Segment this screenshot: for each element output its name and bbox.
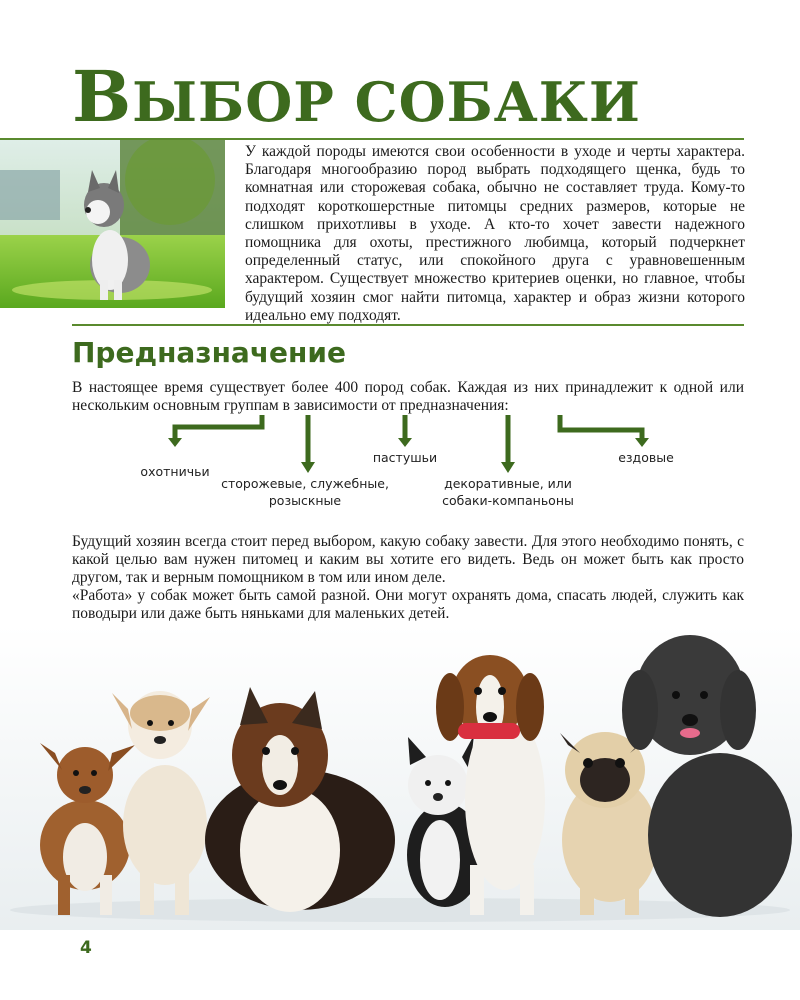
arrow-hunting	[175, 415, 262, 440]
dogs-group-photo	[0, 625, 800, 930]
title-initial: В	[72, 55, 133, 138]
section-lead-paragraph: В настоящее время существует более 400 пород собак. Каждая из них принадлежит к одной или нескольким основным группам в зависимости от предназначения:	[72, 379, 744, 415]
page-title	[72, 52, 641, 147]
group-sled: ездовые	[618, 450, 674, 465]
page-number: 4	[80, 938, 92, 958]
husky-puppy-photo	[0, 140, 225, 308]
arrow-sled	[560, 415, 642, 440]
intro-paragraph: У каждой породы имеются свои особенности в уходе и черты характера. Благодаря многообразию пород выбрать подходящего щенка, будь то комнатная или сторожевая собака, обычно не составляет труда. Кому-то подходят короткошерстные питомцы средних размеров, которые не слишком прихотливы в уходе. А кто-то хочет завести надежного помощника для охоты, престижного любимца, который подчеркнет определенный статус, или спокойного друга с уравновешенным характером. Существует множество критериев оценки, но главное, чтобы будущий хозяин смог найти питомца, характер и образ жизни которого идеально ему подходят.	[245, 143, 745, 324]
group-guard: сторожевые, служебные, розыскные	[221, 476, 389, 508]
body-paragraph-work: «Работа» у собак может быть самой разной. Они могут охранять дома, спасать людей, служить как поводыри или даже быть няньками для маленьких детей.	[72, 587, 744, 623]
group-hunting: охотничьи	[140, 464, 210, 479]
group-decorative: декоративные, или собаки-компаньоны	[442, 476, 574, 508]
title-rest: ЫБОР СОБАКИ	[132, 70, 641, 134]
section-title: Предназначение	[72, 336, 346, 369]
group-herding: пастушьи	[372, 450, 438, 465]
body-paragraph-choice: Будущий хозяин всегда стоит перед выбором, какую собаку завести. Для этого необходимо понять, с какой целью вам нужен питомец и каким вы хотите его видеть. Ведь он может быть как просто другом, так и верным помощником в том или ином деле.	[72, 533, 744, 587]
section-divider	[72, 324, 744, 326]
